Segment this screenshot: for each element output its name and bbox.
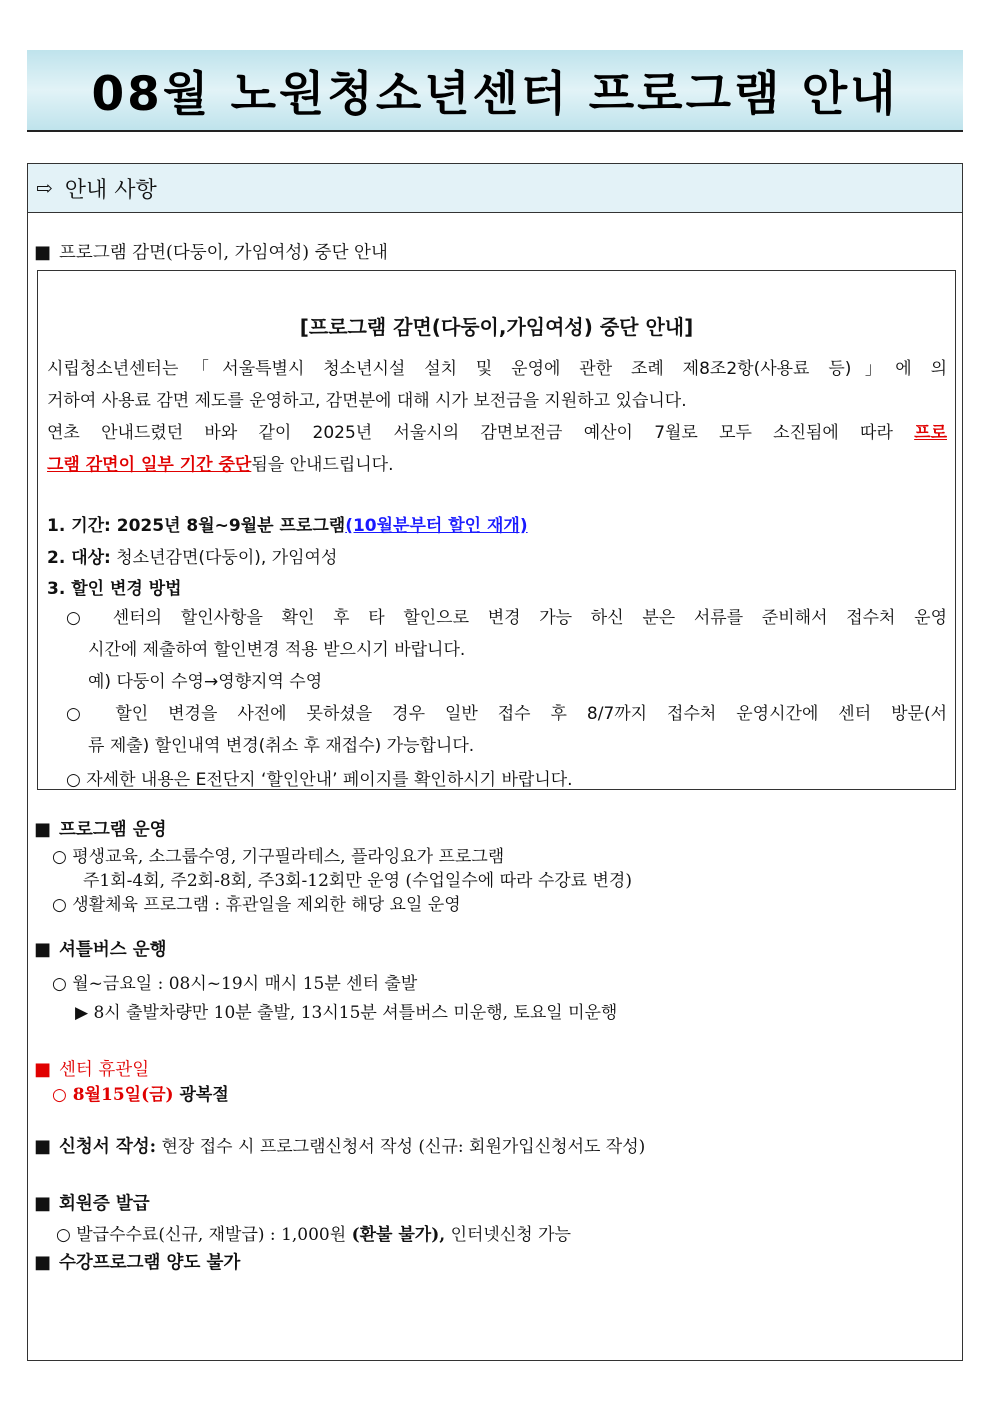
notice-bullet-1: ○ 센터의 할인사항을 확인 후 타 할인으로 변경 가능 하신 분은 서류를 준비해서 접수처 운영 시간에 제출하여 할인변경 적용 받으시기 바랍니다. 예) 다둥이 수영→영향지역 수영: [66, 608, 947, 692]
closed-line-1: ○ 8월15일(금) 광복절: [52, 1085, 229, 1105]
shuttle-line-2: ▶ 8시 출발차량만 10분 출발, 13시15분 셔틀버스 미운행, 토요일 미운행: [75, 1003, 618, 1023]
square-bullet-icon: ■: [34, 242, 52, 263]
notice-item-target: 2. 대상: 청소년감면(다둥이), 가임여성: [47, 548, 338, 568]
notice-container: [27, 163, 963, 1361]
square-bullet-icon: ■: [34, 1193, 52, 1214]
card-heading: ■ 회원증 발급: [34, 1193, 150, 1214]
card-line-1: ○ 발급수수료(신규, 재발급) : 1,000원 (환불 불가), 인터넷신청 가능: [56, 1225, 571, 1245]
notice-bullet-3: ○ 자세한 내용은 E전단지 ‘할인안내’ 페이지를 확인하시기 바랍니다.: [66, 770, 573, 790]
section-header-label: 안내 사항: [64, 177, 157, 203]
transfer-heading: ■ 수강프로그램 양도 불가: [34, 1252, 241, 1273]
application-line: ■ 신청서 작성: 현장 접수 시 프로그램신청서 작성 (신규: 회원가입신청서도 작성): [34, 1136, 646, 1157]
square-bullet-icon: ■: [34, 1059, 52, 1080]
notice-box: [37, 270, 956, 790]
notice-bullet-2: ○ 할인 변경을 사전에 못하셨을 경우 일반 접수 후 8/7까지 접수처 운영시간에 센터 방문(서 류 제출) 할인내역 변경(취소 후 재접수) 가능합니다.: [66, 704, 947, 756]
notice-heading: ■ 프로그램 감면(다둥이, 가임여성) 중단 안내: [34, 242, 388, 263]
square-bullet-icon: ■: [34, 819, 52, 840]
program-line-3: ○ 생활체육 프로그램 : 휴관일을 제외한 해당 요일 운영: [52, 895, 461, 915]
shuttle-line-1: ○ 월~금요일 : 08시~19시 매시 15분 센터 출발: [52, 974, 418, 994]
program-heading: ■ 프로그램 운영: [34, 819, 167, 840]
notice-box-title: [프로그램 감면(다둥이,가임여성) 중단 안내]: [299, 315, 694, 339]
title-banner: [27, 50, 963, 132]
program-line-2: 주1회-4회, 주2회-8회, 주3회-12회만 운영 (수업일수에 따라 수강료 변경): [83, 871, 632, 891]
notice-item-method: 3. 할인 변경 방법: [47, 579, 182, 599]
notice-paragraph-2: 연초 안내드렸던 바와 같이 2025년 서울시의 감면보전금 예산이 7월로 모두 소진됨에 따라 프로 그램 감면이 일부 기간 중단됨을 안내드립니다.: [47, 423, 947, 475]
page-title: 08월 노원청소년센터 프로그램 안내: [91, 66, 899, 122]
closed-heading: ■ 센터 휴관일: [34, 1059, 150, 1080]
section-header: [28, 164, 962, 213]
shuttle-heading: ■ 셔틀버스 운행: [34, 939, 167, 960]
program-line-1: ○ 평생교육, 소그룹수영, 기구필라테스, 플라잉요가 프로그램: [52, 847, 505, 867]
notice-item-period: 1. 기간: 2025년 8월~9월분 프로그램(10월분부터 할인 재개): [47, 516, 528, 536]
square-bullet-icon: ■: [34, 1252, 52, 1273]
arrow-right-icon: ⇨: [36, 176, 53, 200]
notice-paragraph-1: 시립청소년센터는「서울특별시 청소년시설 설치 및 운영에 관한 조례 제8조2항(사용료 등)」에 의 거하여 사용료 감면 제도를 운영하고, 감면분에 대해 시가 보전금을 지원하고 있습니다.: [47, 359, 947, 411]
square-bullet-icon: ■: [34, 1136, 52, 1157]
square-bullet-icon: ■: [34, 939, 52, 960]
